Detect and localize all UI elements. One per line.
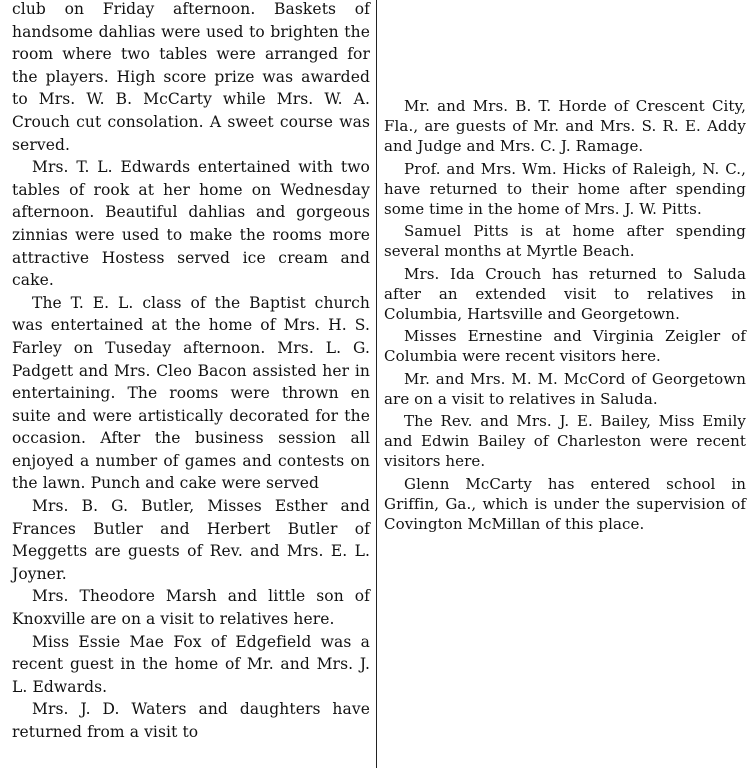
paragraph-pitts-home: Samuel Pitts is at home after spending several months at Myrtle Beach.	[384, 222, 746, 261]
paragraph-crouch-return: Mrs. Ida Crouch has returned to Saluda after an extended visit to relatives in Columbia, Hartsville and Georgetown.	[384, 264, 746, 324]
paragraph-club-friday: club on Friday afternoon. Baskets of handsome dahlias were used to brighten the room where two tables were arranged for the players. High score prize was awarded to Mrs. W. B. McCarty while Mrs. W. A. Crouch cut consolation. A sweet course was served.	[12, 0, 370, 154]
paragraph-hicks-return: Prof. and Mrs. Wm. Hicks of Raleigh, N. C., have returned to their home after spending some time in the home of Mrs. J. W. Pitts.	[384, 159, 746, 219]
paragraph-tel-class: The T. E. L. class of the Baptist church was entertained at the home of Mrs. H. S. Farley on Tuseday afternoon. Mrs. L. G. Padgett and Mrs. Cleo Bacon assisted her in entertaining. The rooms were thrown en suite and were artistically decorated for the occasion. After the business session all enjoyed a number of games and contests on the lawn. Punch and cake were served	[12, 293, 370, 493]
paragraph-bailey-visitors: The Rev. and Mrs. J. E. Bailey, Miss Emily and Edwin Bailey of Charleston were recent visitors here.	[384, 412, 746, 471]
paragraph-waters-return: Mrs. J. D. Waters and daughters have returned from a visit to	[12, 700, 370, 741]
paragraph-zeigler-visitors: Misses Ernestine and Virginia Zeigler of Columbia were recent visitors here.	[384, 327, 746, 366]
paragraph-marsh-visit: Mrs. Theodore Marsh and little son of Knoxville are on a visit to relatives here.	[12, 587, 370, 629]
column-divider	[376, 0, 377, 768]
paragraph-mccord-visit: Mr. and Mrs. M. M. McCord of Georgetown are on a visit to relatives in Saluda.	[384, 369, 746, 408]
paragraph-butler-guests: Mrs. B. G. Butler, Misses Esther and Frances Butler and Herbert Butler of Meggetts are guests of Rev. and Mrs. E. L. Joyner.	[12, 497, 370, 583]
paragraph-horde-guests: Mr. and Mrs. B. T. Horde of Crescent City, Fla., are guests of Mr. and Mrs. S. R. E. Addy and Judge and Mrs. C. J. Ramage.	[384, 97, 746, 156]
paragraph-fox-guest: Miss Essie Mae Fox of Edgefield was a recent guest in the home of Mr. and Mrs. J. L. Edwards.	[12, 632, 370, 696]
left-column	[12, 0, 370, 744]
paragraph-edwards-rook: Mrs. T. L. Edwards entertained with two tables of rook at her home on Wednesday afternoon. Beautiful dahlias and gorgeous zinnias were used to make the rooms more attractive Hostess served ice cream and cake.	[12, 158, 370, 290]
right-column	[384, 96, 746, 536]
paragraph-mccarty-school: Glenn McCarty has entered school in Griffin, Ga., which is under the supervision of Covington McMillan of this place.	[384, 474, 746, 534]
